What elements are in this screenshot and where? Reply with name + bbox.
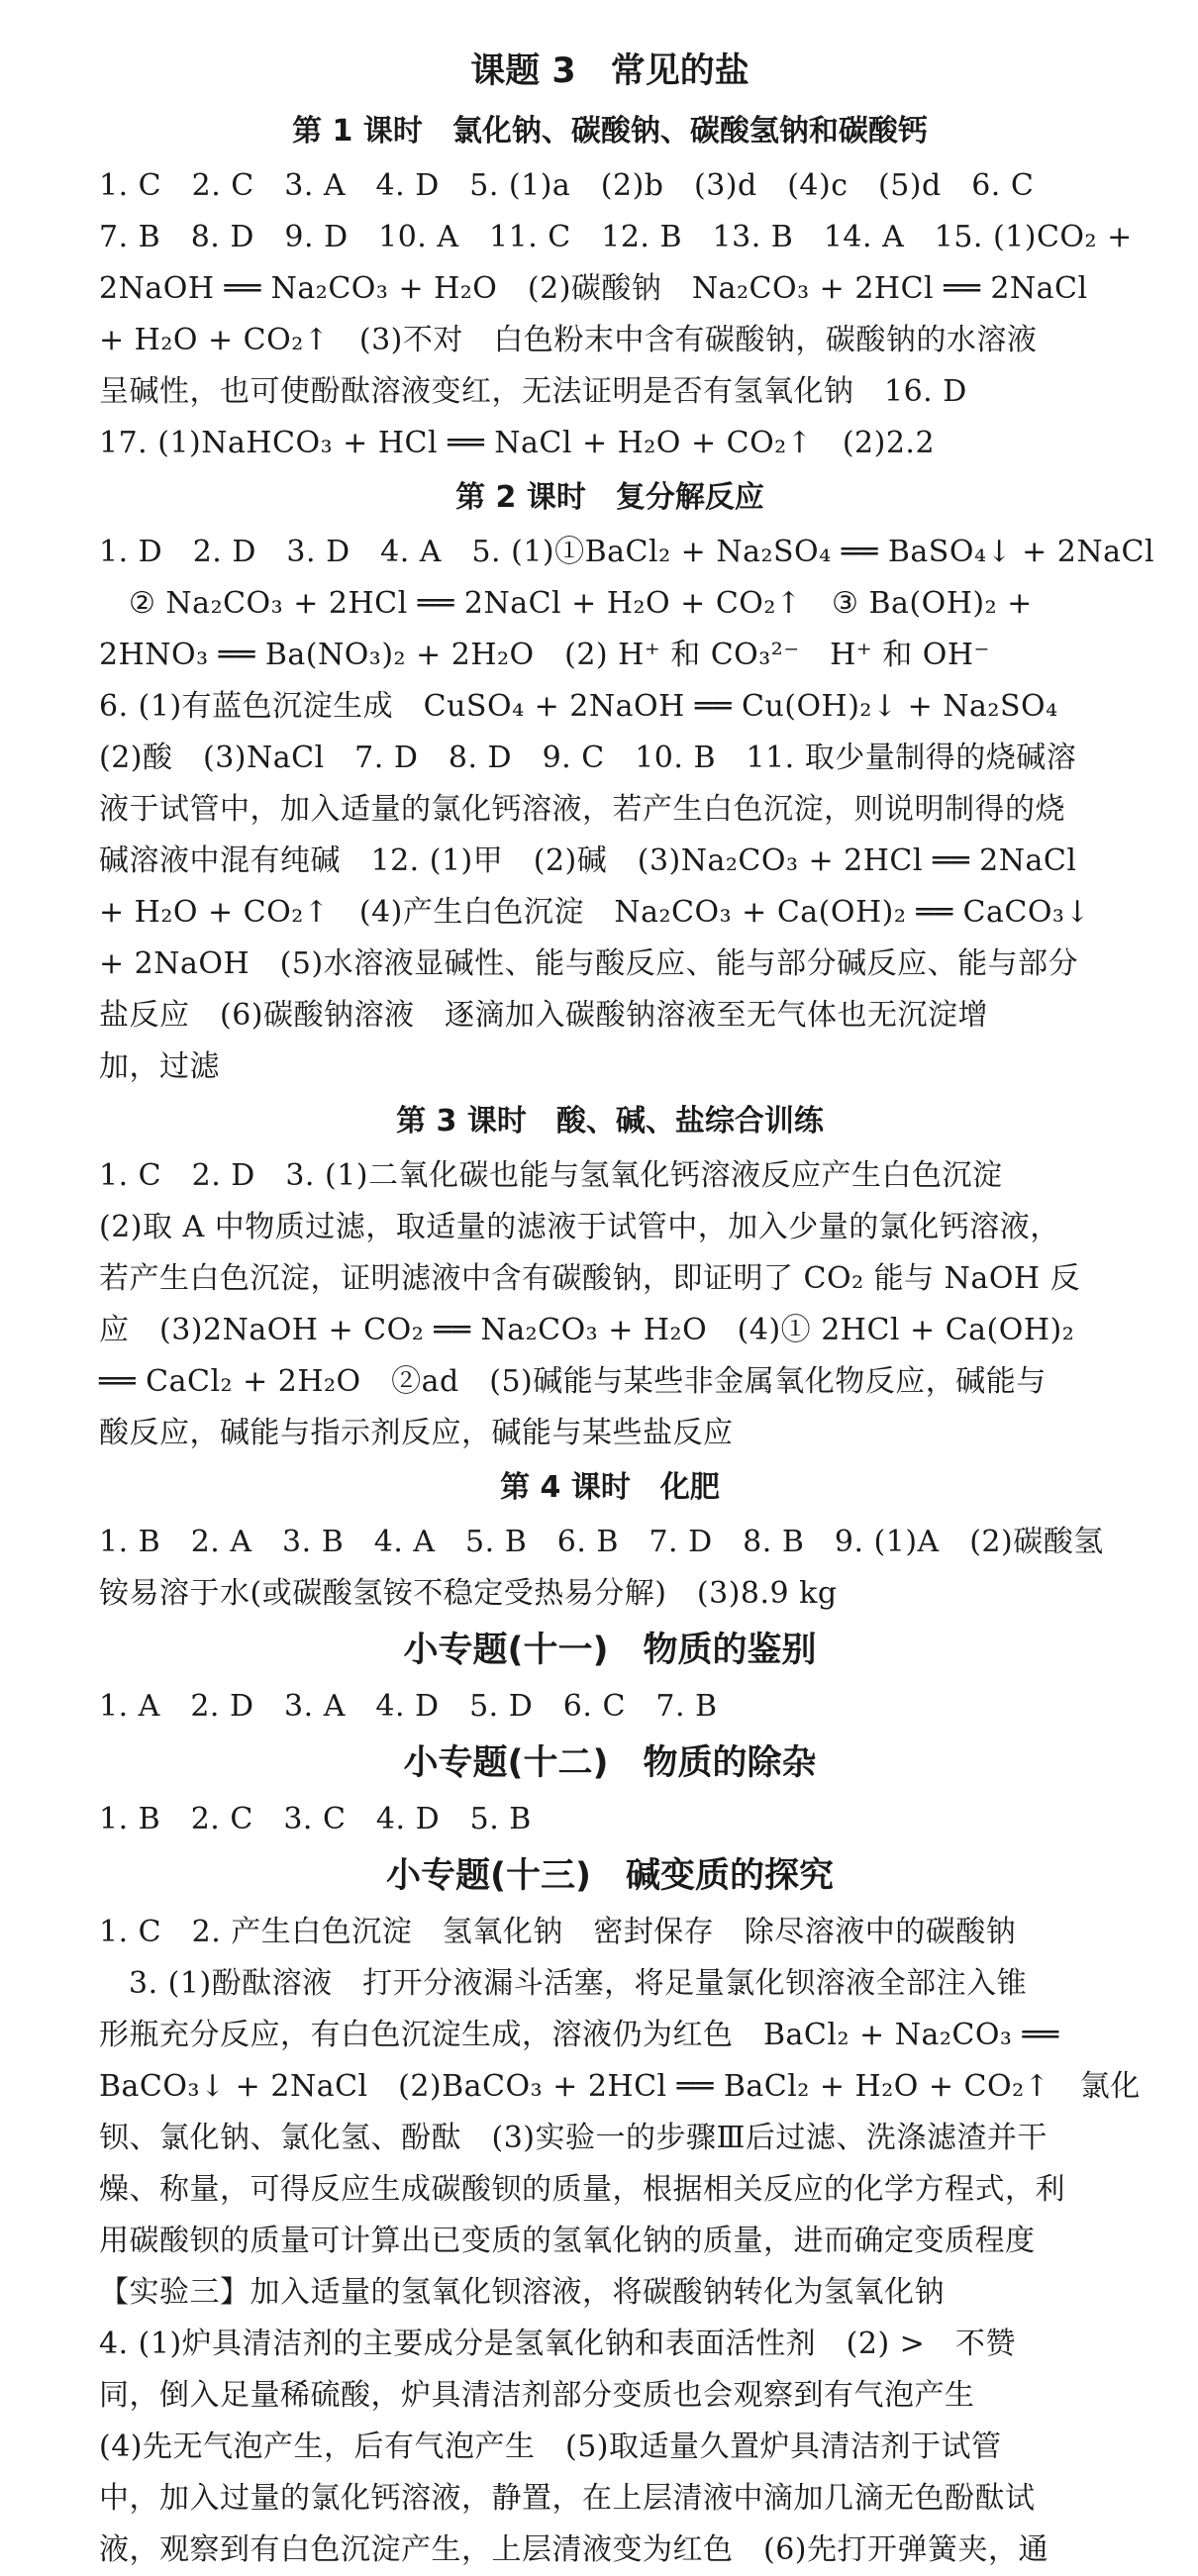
answer-line: 1. B 2. A 3. B 4. A 5. B 6. B 7. D 8. B 9. (1)A (2)碳酸氢 bbox=[99, 1525, 1104, 1559]
answer-line: 铵易溶于水(或碳酸氢铵不稳定受热易分解) (3)8.9 kg bbox=[99, 1576, 838, 1611]
answer-line: 液，观察到有白色沉淀产生，上层清液变为红色 (6)先打开弹簧夹，通 bbox=[99, 2532, 1048, 2567]
answer-line: ══ CaCl₂ + 2H₂O ②ad (5)碱能与某些非金属氧化物反应，碱能与 bbox=[99, 1364, 1047, 1399]
answer-line: 应 (3)2NaOH + CO₂ ══ Na₂CO₃ + H₂O (4)① 2HCl + Ca(OH)₂ bbox=[99, 1313, 1075, 1347]
answer-line: 17. (1)NaHCO₃ + HCl ══ NaCl + H₂O + CO₂↑ (2)2.2 bbox=[99, 426, 936, 460]
answer-line: 1. D 2. D 3. D 4. A 5. (1)①BaCl₂ + Na₂SO₄ ══ BaSO₄↓ + 2NaCl bbox=[99, 535, 1155, 569]
answer-line: + H₂O + CO₂↑ (3)不对 白色粉末中含有碳酸钠，碳酸钠的水溶液 bbox=[99, 323, 1038, 357]
topic-13-heading: 小专题(十三) 碱变质的探究 bbox=[386, 1856, 834, 1896]
answer-line: 碱溶液中混有纯碱 12. (1)甲 (2)碱 (3)Na₂CO₃ + 2HCl ══ 2NaCl bbox=[99, 843, 1077, 878]
answer-line: 盐反应 (6)碳酸钠溶液 逐滴加入碳酸钠溶液至无气体也无沉淀增 bbox=[99, 998, 988, 1033]
answer-line: 2NaOH ══ Na₂CO₃ + H₂O (2)碳酸钠 Na₂CO₃ + 2HCl ══ 2NaCl bbox=[99, 271, 1088, 306]
answer-line: 1. C 2. D 3. (1)二氧化碳也能与氢氧化钙溶液反应产生白色沉淀 bbox=[99, 1158, 1003, 1193]
answer-line: 钡、氯化钠、氯化氢、酚酞 (3)实验一的步骤Ⅲ后过滤、洗涤滤渣并干 bbox=[99, 2121, 1048, 2155]
answer-line: 液于试管中，加入适量的氯化钙溶液，若产生白色沉淀，则说明制得的烧 bbox=[99, 792, 1065, 827]
answer-line: 形瓶充分反应，有白色沉淀生成，溶液仍为红色 BaCl₂ + Na₂CO₃ ══ bbox=[99, 2018, 1059, 2052]
answer-line: (2)酸 (3)NaCl 7. D 8. D 9. C 10. B 11. 取少量制得的烧碱溶 bbox=[99, 741, 1077, 775]
answer-line: 4. (1)炉具清洁剂的主要成分是氢氧化钠和表面活性剂 (2) > 不赞 bbox=[99, 2327, 1016, 2361]
answer-line: + H₂O + CO₂↑ (4)产生白色沉淀 Na₂CO₃ + Ca(OH)₂ ══ CaCO₃↓ bbox=[99, 895, 1091, 930]
answer-line: + 2NaOH (5)水溶液显碱性、能与酸反应、能与部分碱反应、能与部分 bbox=[99, 946, 1079, 981]
answer-line: 1. C 2. C 3. A 4. D 5. (1)a (2)b (3)d (4)c (5)d 6. C bbox=[99, 168, 1035, 203]
answer-line: 7. B 8. D 9. D 10. A 11. C 12. B 13. B 14. A 15. (1)CO₂ + bbox=[99, 220, 1133, 254]
answer-line: (2)取 A 中物质过滤，取适量的滤液于试管中，加入少量的氯化钙溶液， bbox=[99, 1210, 1060, 1244]
answer-line: 2HNO₃ ══ Ba(NO₃)₂ + 2H₂O (2) H⁺ 和 CO₃²⁻ H⁺ 和 OH⁻ bbox=[99, 638, 990, 672]
answer-line: 用碳酸钡的质量可计算出已变质的氢氧化钠的质量，进而确定变质程度 bbox=[99, 2224, 1036, 2258]
lesson-3-heading: 第 3 课时 酸、碱、盐综合训练 bbox=[396, 1104, 824, 1139]
lesson-2-heading: 第 2 课时 复分解反应 bbox=[455, 480, 764, 515]
topic-11-heading: 小专题(十一) 物质的鉴别 bbox=[403, 1631, 817, 1670]
lesson-4-heading: 第 4 课时 化肥 bbox=[500, 1470, 720, 1505]
answer-line: 酸反应，碱能与指示剂反应，碱能与某些盐反应 bbox=[99, 1416, 734, 1450]
answer-line: ② Na₂CO₃ + 2HCl ══ 2NaCl + H₂O + CO₂↑ ③ Ba(OH)₂ + bbox=[129, 586, 1033, 621]
answer-line: 呈碱性，也可使酚酞溶液变红，无法证明是否有氢氧化钠 16. D bbox=[99, 374, 967, 409]
answer-line: 中，加入过量的氯化钙溶液，静置，在上层清液中滴加几滴无色酚酞试 bbox=[99, 2481, 1036, 2516]
lesson-1-heading: 第 1 课时 氯化钠、碳酸钠、碳酸氢钠和碳酸钙 bbox=[292, 114, 928, 149]
answer-line: 加，过滤 bbox=[99, 1049, 220, 1084]
answer-line: (4)先无气泡产生，后有气泡产生 (5)取适量久置炉具清洁剂于试管 bbox=[99, 2429, 1002, 2464]
answer-line: 1. C 2. 产生白色沉淀 氢氧化钠 密封保存 除尽溶液中的碳酸钠 bbox=[99, 1915, 1017, 1949]
answer-line: 若产生白色沉淀，证明滤液中含有碳酸钠，即证明了 CO₂ 能与 NaOH 反 bbox=[99, 1261, 1081, 1296]
answer-line: 1. B 2. C 3. C 4. D 5. B bbox=[99, 1802, 532, 1836]
answer-line: 6. (1)有蓝色沉淀生成 CuSO₄ + 2NaOH ══ Cu(OH)₂↓ + Na₂SO₄ bbox=[99, 689, 1058, 724]
answer-line: 3. (1)酚酞溶液 打开分液漏斗活塞，将足量氯化钡溶液全部注入锥 bbox=[129, 1966, 1028, 2001]
topic-12-heading: 小专题(十二) 物质的除杂 bbox=[403, 1743, 817, 1783]
answer-line: 1. A 2. D 3. A 4. D 5. D 6. C 7. B bbox=[99, 1689, 718, 1724]
answer-line: BaCO₃↓ + 2NaCl (2)BaCO₃ + 2HCl ══ BaCl₂ + H₂O + CO₂↑ 氯化 bbox=[99, 2069, 1141, 2104]
answer-line: 燥、称量，可得反应生成碳酸钡的质量，根据相关反应的化学方程式，利 bbox=[99, 2172, 1065, 2207]
answer-line: 【实验三】加入适量的氢氧化钡溶液，将碳酸钠转化为氢氧化钠 bbox=[99, 2275, 945, 2310]
page-title: 课题 3 常见的盐 bbox=[470, 51, 749, 91]
answer-line: 同，倒入足量稀硫酸，炉具清洁剂部分变质也会观察到有气泡产生 bbox=[99, 2378, 975, 2413]
